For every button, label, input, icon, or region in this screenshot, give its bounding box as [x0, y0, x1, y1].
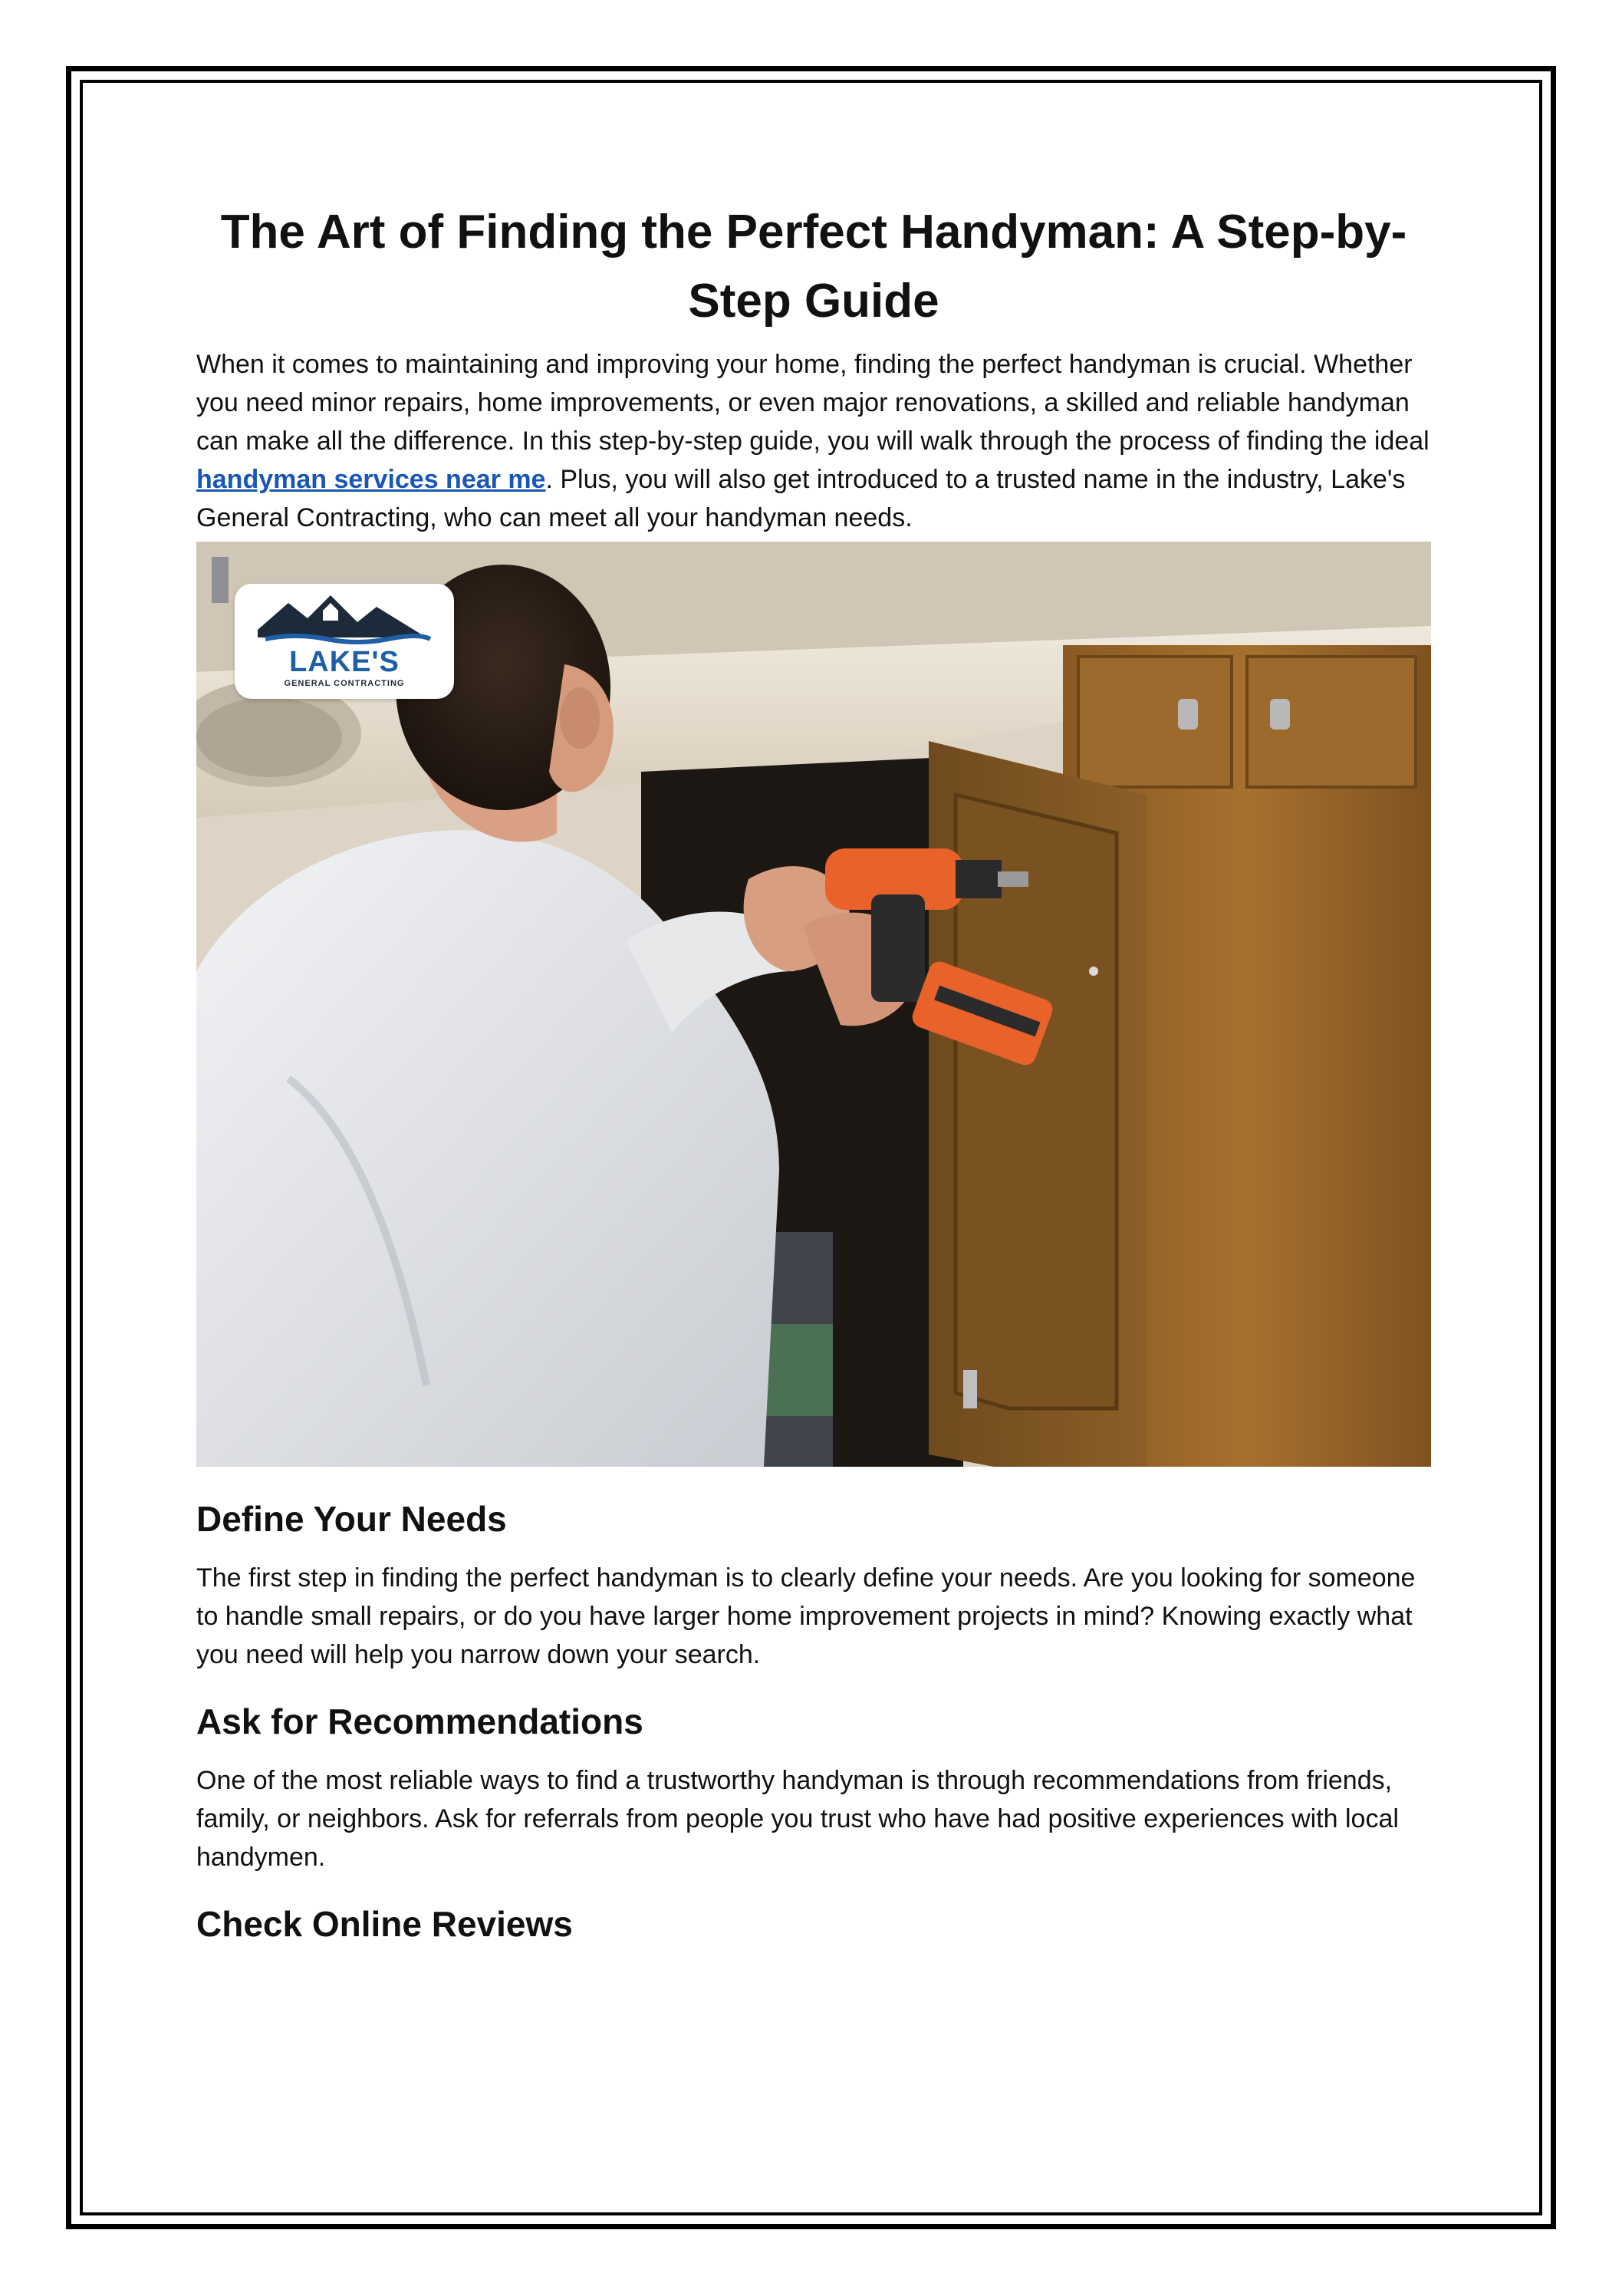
logo-tagline: GENERAL CONTRACTING	[284, 679, 405, 688]
intro-text-end: . Plus, you will also get introduced to a trusted name in the industry, Lake's General Contracting, who can meet all your handyman needs.	[196, 465, 1406, 532]
section-heading: Check Online Reviews	[196, 1904, 573, 1944]
section-body: One of the most reliable ways to find a trustworthy handyman is through recommendations from friends, family, or neighbors. Ask for referrals from people you trust who have had positive experiences with local handymen.	[196, 1766, 1399, 1872]
section-online-reviews	[196, 1901, 1431, 1947]
intro-text: When it comes to maintaining and improving your home, finding the perfect handyman is crucial. Whether you need minor repairs, home improvements, or even major renovations, a skilled and reliable handyman can make all the difference. In this step-by-step guide, you will walk through the process of finding the ideal	[196, 350, 1430, 456]
section-heading: Ask for Recommendations	[196, 1701, 643, 1741]
intro-paragraph	[196, 345, 1431, 537]
section-recommendations	[196, 1698, 1431, 1876]
article	[196, 198, 1431, 1947]
section-body: The first step in finding the perfect handyman is to clearly define your needs. Are you looking for someone to handle small repairs, or do you have larger home improvement projects in mind? Knowing exactly what you need will help you narrow down your search.	[196, 1563, 1416, 1669]
page-title: The Art of Finding the Perfect Handyman: A Step-by-Step Guide	[220, 206, 1407, 328]
section-define-needs	[196, 1496, 1431, 1674]
handyman-photo	[196, 542, 1431, 1467]
company-logo	[235, 584, 454, 699]
handyman-services-link[interactable]: handyman services near me	[196, 465, 546, 494]
section-heading: Define Your Needs	[196, 1499, 507, 1539]
logo-wordmark: LAKE'S	[289, 646, 400, 678]
